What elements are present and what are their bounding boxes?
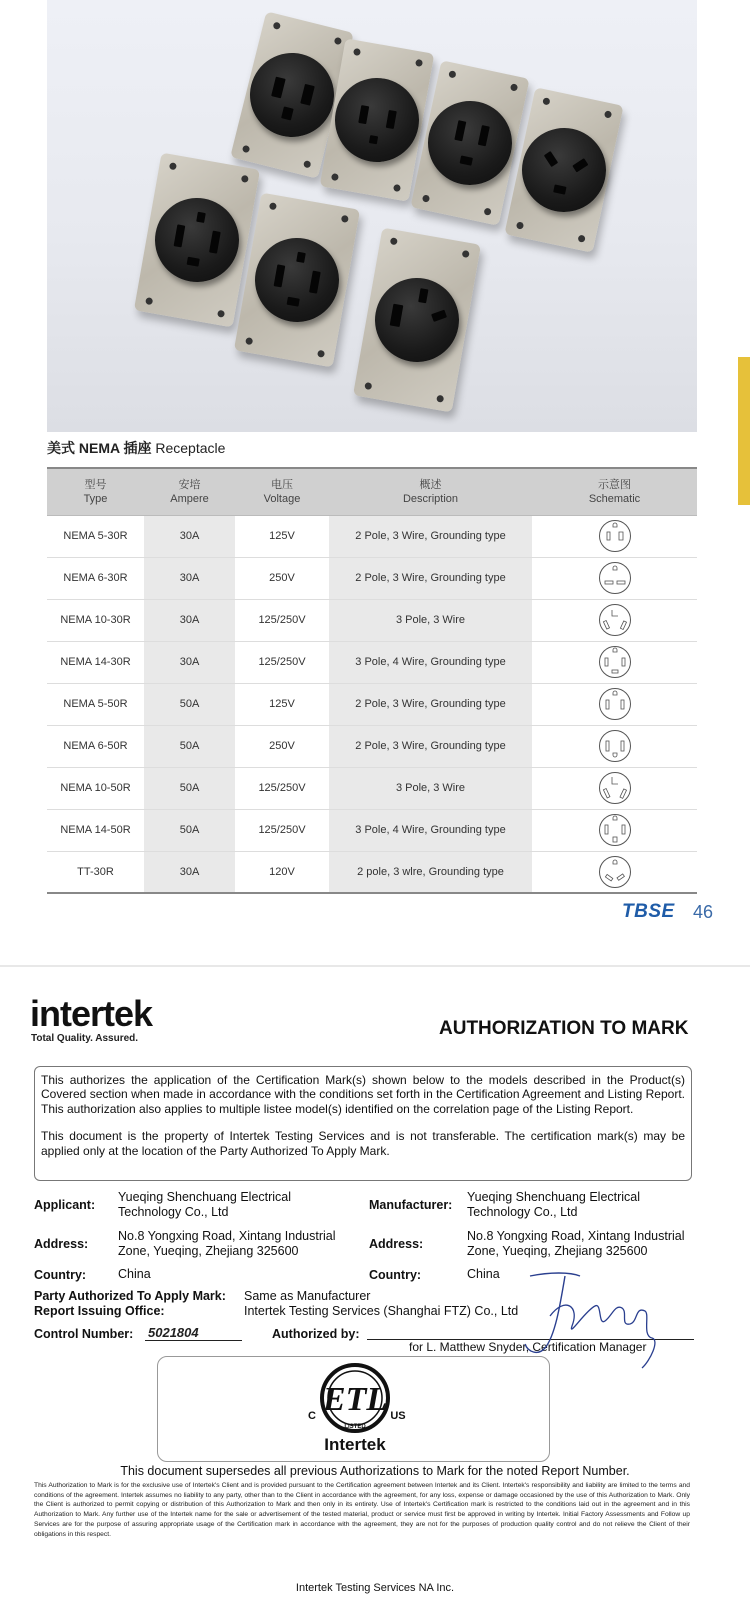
schematic-5-30r-icon — [598, 519, 632, 553]
control-number-value: 5021804 — [145, 1325, 242, 1341]
country-label: Country: — [34, 1268, 87, 1282]
party-authorized-label: Party Authorized To Apply Mark: — [34, 1289, 226, 1303]
table-row — [47, 557, 697, 599]
cell-type: TT-30R — [47, 851, 144, 893]
schematic-5-50r-icon — [598, 687, 632, 721]
report-office-label: Report Issuing Office: — [34, 1304, 165, 1318]
product-photo — [47, 0, 697, 432]
certificate-title: AUTHORIZATION TO MARK — [439, 1018, 689, 1039]
control-number-label: Control Number: — [34, 1327, 134, 1341]
cell-description: 2 Pole, 3 Wire, Grounding type — [329, 557, 532, 599]
cell-description: 2 pole, 3 wlre, Grounding type — [329, 851, 532, 893]
logo-tagline: Total Quality. Assured. — [31, 1033, 139, 1044]
section-divider — [0, 965, 750, 967]
cell-type: NEMA 10-30R — [47, 599, 144, 641]
cell-voltage: 125/250V — [235, 809, 329, 851]
authorized-by-label: Authorized by: — [272, 1327, 360, 1341]
table-row — [47, 641, 697, 683]
cell-voltage: 125/250V — [235, 641, 329, 683]
cell-type: NEMA 5-50R — [47, 683, 144, 725]
authorization-statement — [34, 1066, 692, 1181]
cell-schematic — [532, 557, 697, 599]
receptacle-table — [47, 467, 697, 894]
cell-ampere: 30A — [144, 515, 235, 557]
header-voltage: 电压 Voltage — [235, 468, 329, 515]
cell-schematic — [532, 725, 697, 767]
cell-ampere: 30A — [144, 557, 235, 599]
table-row — [47, 683, 697, 725]
cell-type: NEMA 10-50R — [47, 767, 144, 809]
statement-paragraph: This authorizes the application of the Certification Mark(s) shown below to the models described in the Product(s) Covered section when made in accordance with the conditions set forth in the Certification Agreement and Listing Report. This authorization also applies to multiple listee model(s) identified on the correlation page of the Listing Report. — [41, 1073, 685, 1116]
cell-ampere: 50A — [144, 767, 235, 809]
table-header-row — [47, 468, 697, 515]
table-row — [47, 809, 697, 851]
cell-description: 3 Pole, 3 Wire — [329, 599, 532, 641]
cell-description: 3 Pole, 4 Wire, Grounding type — [329, 809, 532, 851]
cell-voltage: 125V — [235, 683, 329, 725]
table-row — [47, 725, 697, 767]
cell-schematic — [532, 809, 697, 851]
cell-ampere: 30A — [144, 851, 235, 893]
cell-schematic — [532, 641, 697, 683]
cell-type: NEMA 5-30R — [47, 515, 144, 557]
table-row — [47, 851, 697, 893]
svg-text:LISTED: LISTED — [344, 1424, 366, 1430]
svg-text:Intertek: Intertek — [324, 1435, 386, 1452]
intertek-logo: intertek — [30, 993, 153, 1034]
section-title: 美式 NEMA 插座 Receptacle — [47, 440, 226, 456]
header-type: 型号 Type — [47, 468, 144, 515]
schematic-6-50r-icon — [598, 729, 632, 763]
cell-type: NEMA 14-50R — [47, 809, 144, 851]
cell-description: 3 Pole, 4 Wire, Grounding type — [329, 641, 532, 683]
cell-voltage: 125/250V — [235, 599, 329, 641]
cell-schematic — [532, 599, 697, 641]
svg-text:ETL: ETL — [322, 1381, 388, 1418]
manufacturer-address-value: No.8 Yongxing Road, Xintang Industrial Zone, Yueqing, Zhejiang 325600 — [467, 1229, 685, 1258]
cell-type: NEMA 6-30R — [47, 557, 144, 599]
header-schematic: 示意图 Schematic — [532, 468, 697, 515]
cell-ampere: 50A — [144, 725, 235, 767]
cell-voltage: 250V — [235, 725, 329, 767]
schematic-14-50r-icon — [598, 813, 632, 847]
cell-ampere: 50A — [144, 809, 235, 851]
etl-listed-mark-icon — [300, 1360, 410, 1452]
manufacturer-address-label: Address: — [369, 1237, 424, 1251]
statement-paragraph: This document is the property of Intertek Testing Services and is not transferable. The certification mark(s) may be applied only at the location of the Party Authorized To Apply Mark. — [41, 1129, 685, 1158]
brand-logo: TBSE — [622, 901, 675, 922]
header-description: 概述 Description — [329, 468, 532, 515]
report-office-value: Intertek Testing Services (Shanghai FTZ) Co., Ltd — [244, 1304, 519, 1318]
cell-description: 2 Pole, 3 Wire, Grounding type — [329, 515, 532, 557]
fine-print: This Authorization to Mark is for the exclusive use of Intertek's Client and is provided pursuant to the Certification agreement between Intertek and its Client. Intertek's responsibility and liability are limited to the terms and conditions of the agreement. Intertek assumes no liability to any party, other than to the Client in accordance with the agreement, for any loss, expense or damage occasioned by the use of this Authorization to Mark. Only the Client is authorized to permit copying or distribution of this Authorization to Mark and then only in its entirety. Use of Intertek's Certification mark is restricted to the conditions laid out in the agreement and in this Authorization to Mark. Any further use of the Intertek name for the sale or advertisement of the tested material, product or service must first be approved in writing by Intertek. Initial Factory Assessments and Follow up Services are for the purpose of assuring appropriate usage of the Certification mark in accordance with the agreement, they are not for the purposes of production quality control and do not relieve the Client of their obligations in this respect. — [34, 1482, 690, 1538]
cell-description: 2 Pole, 3 Wire, Grounding type — [329, 725, 532, 767]
svg-text:US: US — [390, 1410, 406, 1422]
cell-schematic — [532, 767, 697, 809]
manufacturer-label: Manufacturer: — [369, 1198, 453, 1212]
schematic-10-30r-icon — [598, 603, 632, 637]
cell-type: NEMA 6-50R — [47, 725, 144, 767]
cell-schematic — [532, 683, 697, 725]
svg-text:C: C — [308, 1410, 316, 1422]
cell-schematic — [532, 515, 697, 557]
table-row — [47, 515, 697, 557]
supersede-notice: This document supersedes all previous Authorizations to Mark for the noted Report Number. — [120, 1464, 630, 1478]
page-number: 46 — [693, 902, 714, 922]
cell-ampere: 30A — [144, 599, 235, 641]
cell-voltage: 250V — [235, 557, 329, 599]
cell-type: NEMA 14-30R — [47, 641, 144, 683]
cell-description: 2 Pole, 3 Wire, Grounding type — [329, 683, 532, 725]
cell-voltage: 125/250V — [235, 767, 329, 809]
schematic-6-30r-icon — [598, 561, 632, 595]
cell-voltage: 120V — [235, 851, 329, 893]
schematic-10-50r-icon — [598, 771, 632, 805]
receptacle-plate — [353, 228, 481, 413]
cell-ampere: 50A — [144, 683, 235, 725]
applicant-label: Applicant: — [34, 1198, 96, 1212]
schematic-tt-30r-icon — [598, 855, 632, 889]
cell-schematic — [532, 851, 697, 893]
receptacle-plate — [134, 153, 260, 328]
manufacturer-country-label: Country: — [369, 1268, 422, 1282]
applicant-value: Yueqing Shenchuang Electrical Technology Co., Ltd — [118, 1190, 292, 1219]
signatory-name: for L. Matthew Snyder, Certification Manager — [409, 1340, 647, 1354]
manufacturer-country-value: China — [467, 1267, 500, 1281]
cell-ampere: 30A — [144, 641, 235, 683]
accent-bar — [738, 357, 750, 505]
table-row — [47, 767, 697, 809]
address-value: No.8 Yongxing Road, Xintang Industrial Zone, Yueqing, Zhejiang 325600 — [118, 1229, 336, 1258]
header-ampere: 安培 Ampere — [144, 468, 235, 515]
manufacturer-value: Yueqing Shenchuang Electrical Technology Co., Ltd — [467, 1190, 641, 1219]
cell-description: 3 Pole, 3 Wire — [329, 767, 532, 809]
footer-issuer: Intertek Testing Services NA Inc. — [295, 1582, 455, 1594]
table-row — [47, 599, 697, 641]
party-authorized-value: Same as Manufacturer — [244, 1289, 371, 1303]
country-value: China — [118, 1267, 151, 1281]
address-label: Address: — [34, 1237, 89, 1251]
receptacle-plate — [234, 193, 360, 368]
schematic-14-30r-icon — [598, 645, 632, 679]
cell-voltage: 125V — [235, 515, 329, 557]
